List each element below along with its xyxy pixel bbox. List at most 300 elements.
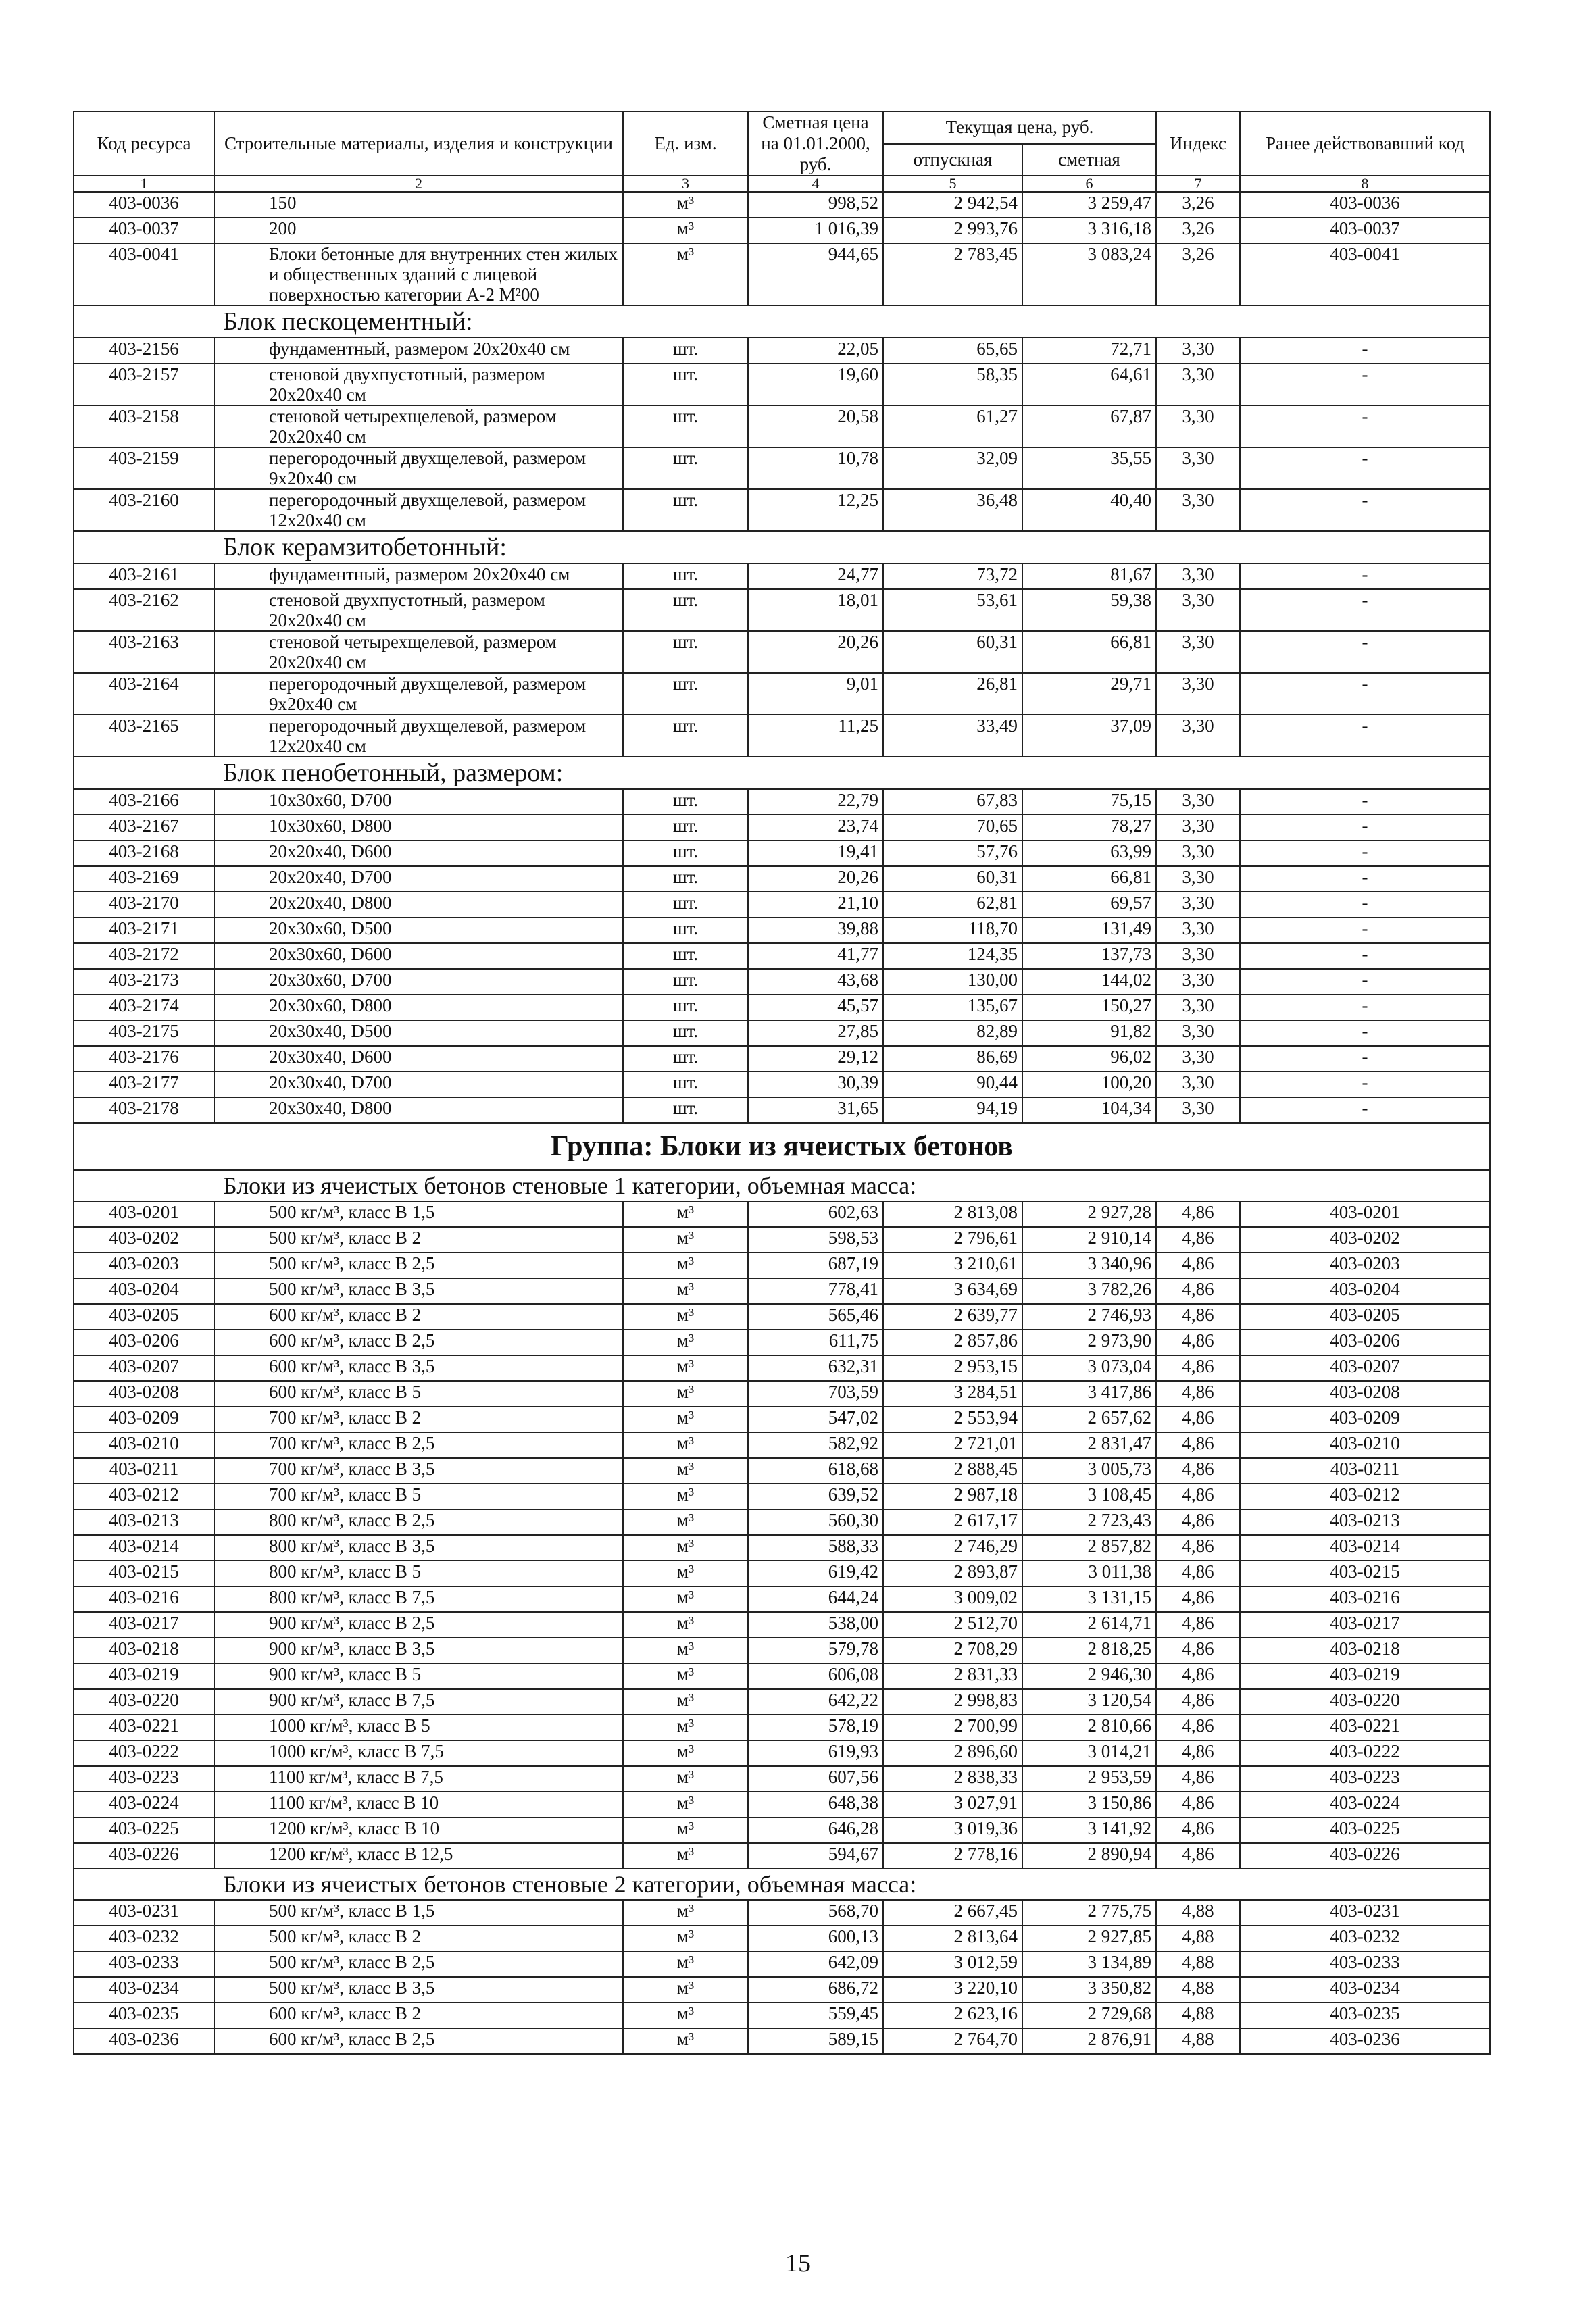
- resource-code-cell: 403-2161: [74, 563, 214, 589]
- table-row: [74, 1926, 1490, 1951]
- previous-code-cell: 403-0201: [1240, 1201, 1490, 1227]
- base-price-cell: 559,45: [748, 2003, 883, 2028]
- estimate-price-cell: 2 723,43: [1022, 1509, 1156, 1535]
- index-cell: 3,30: [1156, 969, 1240, 995]
- table-row: [74, 589, 1490, 631]
- resource-code-cell: 403-2169: [74, 866, 214, 892]
- index-cell: 4,86: [1156, 1330, 1240, 1355]
- material-name-cell: 20х20х40, D600: [214, 840, 623, 866]
- index-cell: 4,86: [1156, 1843, 1240, 1869]
- release-price-cell: 2 553,94: [883, 1407, 1022, 1432]
- base-price-cell: 20,26: [748, 631, 883, 673]
- unit-cell: м³: [623, 1355, 748, 1381]
- previous-code-cell: -: [1240, 563, 1490, 589]
- release-price-cell: 2 893,87: [883, 1561, 1022, 1586]
- estimate-price-cell: 2 729,68: [1022, 2003, 1156, 2028]
- material-name-cell: 900 кг/м³, класс В 7,5: [214, 1689, 623, 1715]
- unit-cell: м³: [623, 1304, 748, 1330]
- section-heading-row: [74, 757, 1490, 789]
- unit-cell: м³: [623, 1586, 748, 1612]
- index-cell: 3,30: [1156, 715, 1240, 757]
- material-name-cell: 150: [214, 192, 623, 218]
- index-cell: 4,86: [1156, 1227, 1240, 1253]
- table-row: [74, 1227, 1490, 1253]
- base-price-cell: 589,15: [748, 2028, 883, 2054]
- release-price-cell: 65,65: [883, 338, 1022, 363]
- material-name-cell: стеновой четырехщелевой, размером 20х20х40 см: [214, 631, 623, 673]
- previous-code-cell: 403-0202: [1240, 1227, 1490, 1253]
- table-row: [74, 1432, 1490, 1458]
- previous-code-cell: -: [1240, 1046, 1490, 1072]
- release-price-cell: 2 639,77: [883, 1304, 1022, 1330]
- resource-code-cell: 403-2177: [74, 1072, 214, 1097]
- column-number: 4: [748, 176, 883, 192]
- estimate-price-cell: 91,82: [1022, 1020, 1156, 1046]
- base-price-cell: 41,77: [748, 943, 883, 969]
- table-row: [74, 1740, 1490, 1766]
- base-price-cell: 619,42: [748, 1561, 883, 1586]
- resource-code-cell: 403-2178: [74, 1097, 214, 1123]
- previous-code-cell: -: [1240, 892, 1490, 917]
- release-price-cell: 36,48: [883, 489, 1022, 531]
- base-price-cell: 24,77: [748, 563, 883, 589]
- base-price-cell: 21,10: [748, 892, 883, 917]
- resource-code-cell: 403-0225: [74, 1817, 214, 1843]
- unit-cell: м³: [623, 1201, 748, 1227]
- release-price-cell: 2 896,60: [883, 1740, 1022, 1766]
- release-price-cell: 58,35: [883, 363, 1022, 405]
- section-heading: Блок пескоцементный:: [74, 305, 1490, 338]
- previous-code-cell: 403-0226: [1240, 1843, 1490, 1869]
- index-cell: 4,88: [1156, 1926, 1240, 1951]
- material-name-cell: 20х30х40, D700: [214, 1072, 623, 1097]
- estimate-price-cell: 75,15: [1022, 789, 1156, 815]
- material-name-cell: 500 кг/м³, класс В 2,5: [214, 1253, 623, 1278]
- resource-code-cell: 403-2162: [74, 589, 214, 631]
- estimate-price-cell: 3 014,21: [1022, 1740, 1156, 1766]
- table-row: [74, 447, 1490, 489]
- unit-cell: шт.: [623, 815, 748, 840]
- resource-code-cell: 403-0041: [74, 243, 214, 305]
- estimate-price-cell: 3 350,82: [1022, 1977, 1156, 2003]
- material-name-cell: 800 кг/м³, класс В 3,5: [214, 1535, 623, 1561]
- base-price-cell: 607,56: [748, 1766, 883, 1792]
- release-price-cell: 2 783,45: [883, 243, 1022, 305]
- material-name-cell: 20х30х60, D800: [214, 995, 623, 1020]
- previous-code-cell: 403-0233: [1240, 1951, 1490, 1977]
- material-name-cell: фундаментный, размером 20х20х40 см: [214, 338, 623, 363]
- index-cell: 4,86: [1156, 1792, 1240, 1817]
- table-row: [74, 1304, 1490, 1330]
- release-price-cell: 2 778,16: [883, 1843, 1022, 1869]
- index-cell: 3,30: [1156, 840, 1240, 866]
- previous-code-cell: 403-0041: [1240, 243, 1490, 305]
- unit-cell: шт.: [623, 338, 748, 363]
- estimate-price-cell: 3 782,26: [1022, 1278, 1156, 1304]
- material-name-cell: 20х20х40, D700: [214, 866, 623, 892]
- estimate-price-cell: 2 818,25: [1022, 1638, 1156, 1663]
- estimate-price-cell: 81,67: [1022, 563, 1156, 589]
- unit-cell: шт.: [623, 673, 748, 715]
- release-price-cell: 73,72: [883, 563, 1022, 589]
- table-row: [74, 338, 1490, 363]
- price-table: [73, 111, 1491, 2055]
- resource-code-cell: 403-2156: [74, 338, 214, 363]
- resource-code-cell: 403-0231: [74, 1900, 214, 1926]
- resource-code-cell: 403-0221: [74, 1715, 214, 1740]
- table-row: [74, 1201, 1490, 1227]
- material-name-cell: 800 кг/м³, класс В 5: [214, 1561, 623, 1586]
- material-name-cell: перегородочный двухщелевой, размером 12х20х40 см: [214, 715, 623, 757]
- price-table-body: [74, 192, 1490, 2054]
- unit-cell: шт.: [623, 1072, 748, 1097]
- release-price-cell: 62,81: [883, 892, 1022, 917]
- material-name-cell: 10х30х60, D800: [214, 815, 623, 840]
- previous-code-cell: 403-0224: [1240, 1792, 1490, 1817]
- release-price-cell: 2 987,18: [883, 1484, 1022, 1509]
- estimate-price-cell: 131,49: [1022, 917, 1156, 943]
- material-name-cell: 900 кг/м³, класс В 3,5: [214, 1638, 623, 1663]
- index-cell: 4,86: [1156, 1509, 1240, 1535]
- estimate-price-cell: 29,71: [1022, 673, 1156, 715]
- base-price-cell: 12,25: [748, 489, 883, 531]
- estimate-price-cell: 66,81: [1022, 631, 1156, 673]
- unit-cell: м³: [623, 1278, 748, 1304]
- previous-code-cell: 403-0208: [1240, 1381, 1490, 1407]
- resource-code-cell: 403-0222: [74, 1740, 214, 1766]
- estimate-price-cell: 63,99: [1022, 840, 1156, 866]
- previous-code-cell: 403-0220: [1240, 1689, 1490, 1715]
- estimate-price-cell: 2 831,47: [1022, 1432, 1156, 1458]
- estimate-price-cell: 3 417,86: [1022, 1381, 1156, 1407]
- estimate-price-cell: 3 011,38: [1022, 1561, 1156, 1586]
- previous-code-cell: -: [1240, 589, 1490, 631]
- unit-cell: шт.: [623, 563, 748, 589]
- estimate-price-cell: 2 614,71: [1022, 1612, 1156, 1638]
- material-name-cell: 20х30х60, D600: [214, 943, 623, 969]
- header-previous-code: Ранее действовавший код: [1240, 111, 1490, 176]
- base-price-cell: 646,28: [748, 1817, 883, 1843]
- release-price-cell: 2 796,61: [883, 1227, 1022, 1253]
- estimate-price-cell: 37,09: [1022, 715, 1156, 757]
- unit-cell: м³: [623, 1900, 748, 1926]
- estimate-price-cell: 104,34: [1022, 1097, 1156, 1123]
- base-price-cell: 598,53: [748, 1227, 883, 1253]
- table-row: [74, 363, 1490, 405]
- release-price-cell: 2 953,15: [883, 1355, 1022, 1381]
- table-row: [74, 1766, 1490, 1792]
- material-name-cell: стеновой двухпустотный, размером 20х20х40 см: [214, 363, 623, 405]
- estimate-price-cell: 69,57: [1022, 892, 1156, 917]
- table-row: [74, 1407, 1490, 1432]
- previous-code-cell: 403-0217: [1240, 1612, 1490, 1638]
- index-cell: 4,86: [1156, 1253, 1240, 1278]
- material-name-cell: 20х30х40, D500: [214, 1020, 623, 1046]
- resource-code-cell: 403-2166: [74, 789, 214, 815]
- unit-cell: м³: [623, 1740, 748, 1766]
- subgroup-heading: Блоки из ячеистых бетонов стеновые 2 категории, объемная масса:: [74, 1869, 1490, 1900]
- material-name-cell: 500 кг/м³, класс В 1,5: [214, 1201, 623, 1227]
- estimate-price-cell: 3 340,96: [1022, 1253, 1156, 1278]
- release-price-cell: 2 512,70: [883, 1612, 1022, 1638]
- resource-code-cell: 403-0235: [74, 2003, 214, 2028]
- estimate-price-cell: 2 857,82: [1022, 1535, 1156, 1561]
- resource-code-cell: 403-0219: [74, 1663, 214, 1689]
- base-price-cell: 11,25: [748, 715, 883, 757]
- unit-cell: м³: [623, 1432, 748, 1458]
- resource-code-cell: 403-0215: [74, 1561, 214, 1586]
- unit-cell: шт.: [623, 866, 748, 892]
- resource-code-cell: 403-0220: [74, 1689, 214, 1715]
- index-cell: 4,86: [1156, 1304, 1240, 1330]
- release-price-cell: 3 284,51: [883, 1381, 1022, 1407]
- release-price-cell: 3 634,69: [883, 1278, 1022, 1304]
- material-name-cell: 20х20х40, D800: [214, 892, 623, 917]
- previous-code-cell: 403-0218: [1240, 1638, 1490, 1663]
- index-cell: 4,88: [1156, 2028, 1240, 2054]
- base-price-cell: 611,75: [748, 1330, 883, 1355]
- estimate-price-cell: 3 316,18: [1022, 218, 1156, 243]
- index-cell: 4,86: [1156, 1586, 1240, 1612]
- estimate-price-cell: 96,02: [1022, 1046, 1156, 1072]
- resource-code-cell: 403-2173: [74, 969, 214, 995]
- resource-code-cell: 403-0211: [74, 1458, 214, 1484]
- unit-cell: м³: [623, 1458, 748, 1484]
- index-cell: 4,86: [1156, 1766, 1240, 1792]
- previous-code-cell: -: [1240, 917, 1490, 943]
- index-cell: 3,30: [1156, 489, 1240, 531]
- section-heading: Блок пенобетонный, размером:: [74, 757, 1490, 789]
- unit-cell: шт.: [623, 447, 748, 489]
- previous-code-cell: 403-0222: [1240, 1740, 1490, 1766]
- material-name-cell: 500 кг/м³, класс В 1,5: [214, 1900, 623, 1926]
- index-cell: 4,86: [1156, 1689, 1240, 1715]
- index-cell: 3,30: [1156, 917, 1240, 943]
- estimate-price-cell: 150,27: [1022, 995, 1156, 1020]
- subgroup-heading-row: [74, 1869, 1490, 1900]
- release-price-cell: 53,61: [883, 589, 1022, 631]
- previous-code-cell: -: [1240, 338, 1490, 363]
- material-name-cell: 1000 кг/м³, класс В 5: [214, 1715, 623, 1740]
- table-row: [74, 563, 1490, 589]
- material-name-cell: 500 кг/м³, класс В 3,5: [214, 1977, 623, 2003]
- resource-code-cell: 403-0214: [74, 1535, 214, 1561]
- estimate-price-cell: 2 973,90: [1022, 1330, 1156, 1355]
- previous-code-cell: 403-0225: [1240, 1817, 1490, 1843]
- release-price-cell: 86,69: [883, 1046, 1022, 1072]
- index-cell: 3,30: [1156, 892, 1240, 917]
- release-price-cell: 2 993,76: [883, 218, 1022, 243]
- release-price-cell: 3 019,36: [883, 1817, 1022, 1843]
- estimate-price-cell: 100,20: [1022, 1072, 1156, 1097]
- estimate-price-cell: 64,61: [1022, 363, 1156, 405]
- estimate-price-cell: 66,81: [1022, 866, 1156, 892]
- table-row: [74, 1900, 1490, 1926]
- resource-code-cell: 403-2167: [74, 815, 214, 840]
- release-price-cell: 61,27: [883, 405, 1022, 447]
- table-row: [74, 1046, 1490, 1072]
- base-price-cell: 560,30: [748, 1509, 883, 1535]
- index-cell: 4,86: [1156, 1355, 1240, 1381]
- resource-code-cell: 403-0233: [74, 1951, 214, 1977]
- unit-cell: м³: [623, 1792, 748, 1817]
- unit-cell: м³: [623, 1843, 748, 1869]
- unit-cell: м³: [623, 1638, 748, 1663]
- estimate-price-cell: 3 150,86: [1022, 1792, 1156, 1817]
- release-price-cell: 124,35: [883, 943, 1022, 969]
- subgroup-heading-row: [74, 1170, 1490, 1201]
- table-row: [74, 2028, 1490, 2054]
- base-price-cell: 19,60: [748, 363, 883, 405]
- table-row: [74, 1612, 1490, 1638]
- index-cell: 4,88: [1156, 1900, 1240, 1926]
- resource-code-cell: 403-2165: [74, 715, 214, 757]
- unit-cell: м³: [623, 1484, 748, 1509]
- estimate-price-cell: 2 775,75: [1022, 1900, 1156, 1926]
- unit-cell: м³: [623, 1330, 748, 1355]
- material-name-cell: фундаментный, размером 20х20х40 см: [214, 563, 623, 589]
- previous-code-cell: 403-0214: [1240, 1535, 1490, 1561]
- column-number: 3: [623, 176, 748, 192]
- section-heading: Блок керамзитобетонный:: [74, 531, 1490, 563]
- previous-code-cell: -: [1240, 943, 1490, 969]
- estimate-price-cell: 78,27: [1022, 815, 1156, 840]
- estimate-price-cell: 3 259,47: [1022, 192, 1156, 218]
- estimate-price-cell: 2 890,94: [1022, 1843, 1156, 1869]
- index-cell: 3,30: [1156, 789, 1240, 815]
- unit-cell: м³: [623, 192, 748, 218]
- previous-code-cell: 403-0215: [1240, 1561, 1490, 1586]
- base-price-cell: 944,65: [748, 243, 883, 305]
- base-price-cell: 43,68: [748, 969, 883, 995]
- unit-cell: м³: [623, 1509, 748, 1535]
- previous-code-cell: 403-0036: [1240, 192, 1490, 218]
- group-heading: Группа: Блоки из ячеистых бетонов: [74, 1123, 1490, 1170]
- unit-cell: шт.: [623, 1097, 748, 1123]
- column-number: 6: [1022, 176, 1156, 192]
- column-number: 2: [214, 176, 623, 192]
- unit-cell: шт.: [623, 631, 748, 673]
- header-current-price: Текущая цена, руб.: [883, 111, 1156, 144]
- release-price-cell: 57,76: [883, 840, 1022, 866]
- unit-cell: шт.: [623, 789, 748, 815]
- base-price-cell: 600,13: [748, 1926, 883, 1951]
- unit-cell: шт.: [623, 995, 748, 1020]
- base-price-cell: 565,46: [748, 1304, 883, 1330]
- index-cell: 3,30: [1156, 447, 1240, 489]
- material-name-cell: 500 кг/м³, класс В 3,5: [214, 1278, 623, 1304]
- release-price-cell: 130,00: [883, 969, 1022, 995]
- previous-code-cell: -: [1240, 363, 1490, 405]
- index-cell: 4,86: [1156, 1458, 1240, 1484]
- estimate-price-cell: 3 005,73: [1022, 1458, 1156, 1484]
- resource-code-cell: 403-0216: [74, 1586, 214, 1612]
- previous-code-cell: 403-0219: [1240, 1663, 1490, 1689]
- material-name-cell: 500 кг/м³, класс В 2: [214, 1926, 623, 1951]
- estimate-price-cell: 3 083,24: [1022, 243, 1156, 305]
- base-price-cell: 579,78: [748, 1638, 883, 1663]
- previous-code-cell: 403-0211: [1240, 1458, 1490, 1484]
- estimate-price-cell: 2 927,28: [1022, 1201, 1156, 1227]
- index-cell: 4,86: [1156, 1278, 1240, 1304]
- unit-cell: шт.: [623, 840, 748, 866]
- material-name-cell: 1200 кг/м³, класс В 10: [214, 1817, 623, 1843]
- previous-code-cell: 403-0204: [1240, 1278, 1490, 1304]
- unit-cell: м³: [623, 1407, 748, 1432]
- table-row: [74, 1586, 1490, 1612]
- index-cell: 3,26: [1156, 218, 1240, 243]
- previous-code-cell: -: [1240, 1020, 1490, 1046]
- resource-code-cell: 403-0232: [74, 1926, 214, 1951]
- estimate-price-cell: 67,87: [1022, 405, 1156, 447]
- column-number: 7: [1156, 176, 1240, 192]
- resource-code-cell: 403-0204: [74, 1278, 214, 1304]
- unit-cell: м³: [623, 1561, 748, 1586]
- material-name-cell: перегородочный двухщелевой, размером 9х20х40 см: [214, 447, 623, 489]
- base-price-cell: 10,78: [748, 447, 883, 489]
- table-row: [74, 815, 1490, 840]
- resource-code-cell: 403-2164: [74, 673, 214, 715]
- column-number: 1: [74, 176, 214, 192]
- previous-code-cell: -: [1240, 789, 1490, 815]
- base-price-cell: 606,08: [748, 1663, 883, 1689]
- estimate-price-cell: 59,38: [1022, 589, 1156, 631]
- release-price-cell: 2 838,33: [883, 1766, 1022, 1792]
- resource-code-cell: 403-2160: [74, 489, 214, 531]
- base-price-cell: 20,26: [748, 866, 883, 892]
- material-name-cell: 600 кг/м³, класс В 2,5: [214, 1330, 623, 1355]
- base-price-cell: 998,52: [748, 192, 883, 218]
- estimate-price-cell: 3 073,04: [1022, 1355, 1156, 1381]
- table-row: [74, 969, 1490, 995]
- release-price-cell: 32,09: [883, 447, 1022, 489]
- release-price-cell: 135,67: [883, 995, 1022, 1020]
- column-numbers-row: [74, 176, 1490, 192]
- resource-code-cell: 403-0206: [74, 1330, 214, 1355]
- base-price-cell: 22,79: [748, 789, 883, 815]
- material-name-cell: 20х30х40, D800: [214, 1097, 623, 1123]
- index-cell: 3,30: [1156, 943, 1240, 969]
- base-price-cell: 582,92: [748, 1432, 883, 1458]
- base-price-cell: 642,09: [748, 1951, 883, 1977]
- header-base-price: Сметная цена на 01.01.2000, руб.: [748, 111, 883, 176]
- resource-code-cell: 403-2168: [74, 840, 214, 866]
- header-release-price: отпускная: [883, 144, 1022, 176]
- base-price-cell: 687,19: [748, 1253, 883, 1278]
- index-cell: 3,30: [1156, 1046, 1240, 1072]
- index-cell: 4,86: [1156, 1484, 1240, 1509]
- previous-code-cell: 403-0216: [1240, 1586, 1490, 1612]
- table-row: [74, 1355, 1490, 1381]
- table-row: [74, 1484, 1490, 1509]
- index-cell: 4,88: [1156, 1951, 1240, 1977]
- release-price-cell: 2 813,64: [883, 1926, 1022, 1951]
- release-price-cell: 2 813,08: [883, 1201, 1022, 1227]
- resource-code-cell: 403-2172: [74, 943, 214, 969]
- index-cell: 3,30: [1156, 866, 1240, 892]
- estimate-price-cell: 2 876,91: [1022, 2028, 1156, 2054]
- material-name-cell: 200: [214, 218, 623, 243]
- index-cell: 3,30: [1156, 1072, 1240, 1097]
- index-cell: 3,30: [1156, 815, 1240, 840]
- unit-cell: м³: [623, 1381, 748, 1407]
- resource-code-cell: 403-0203: [74, 1253, 214, 1278]
- material-name-cell: 1100 кг/м³, класс В 10: [214, 1792, 623, 1817]
- base-price-cell: 23,74: [748, 815, 883, 840]
- material-name-cell: перегородочный двухщелевой, размером 9х20х40 см: [214, 673, 623, 715]
- previous-code-cell: 403-0212: [1240, 1484, 1490, 1509]
- index-cell: 3,26: [1156, 192, 1240, 218]
